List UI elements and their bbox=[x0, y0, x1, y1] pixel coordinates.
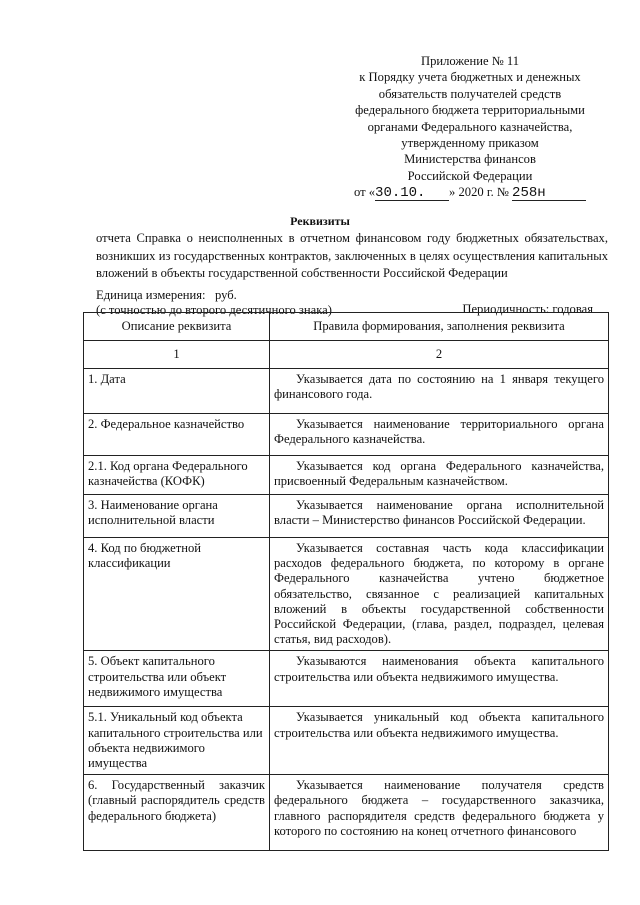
requisite-name: 5. Объект капитального строительства или объект недвижимого имущества bbox=[84, 651, 270, 707]
column-number: 2 bbox=[270, 341, 609, 369]
appendix-line: утвержденному приказом bbox=[401, 136, 539, 151]
date-prefix: от « bbox=[353, 185, 376, 200]
appendix-line: к Порядку учета бюджетных и денежных bbox=[359, 70, 581, 85]
requisites-table bbox=[83, 312, 609, 851]
appendix-line: обязательств получателей средств bbox=[378, 86, 562, 101]
appendix-line: федерального бюджета территориальными bbox=[355, 103, 585, 118]
column-number-row bbox=[84, 341, 609, 369]
document-title: Реквизиты bbox=[290, 214, 350, 228]
requisite-rule: Указывается дата по состоянию на 1 января текущего финансового года. bbox=[270, 369, 609, 414]
requisite-rule: Указываются наименования объекта капитального строительства или объекта недвижимого имущества. bbox=[270, 651, 609, 707]
order-date: 30.10. bbox=[375, 186, 449, 201]
table-row bbox=[84, 775, 609, 851]
table-row bbox=[84, 651, 609, 707]
date-suffix: » 2020 г. № bbox=[449, 185, 509, 200]
appendix-header bbox=[330, 53, 610, 201]
table-row bbox=[84, 538, 609, 651]
appendix-line: Российской Федерации bbox=[407, 168, 533, 183]
table-header-row bbox=[84, 313, 609, 341]
table-row bbox=[84, 369, 609, 414]
header-rules: Правила формирования, заполнения реквизита bbox=[270, 313, 609, 341]
order-date-line bbox=[330, 184, 610, 201]
requisite-rule: Указывается наименование территориального органа Федерального казначейства. bbox=[270, 414, 609, 456]
unit-of-measure: Единица измерения: руб. bbox=[96, 288, 237, 302]
requisite-rule: Указывается составная часть кода классификации расходов федерального бюджета, по которому в органе Федерального казначейства учтено бюджетное обязательство, связанное с реализацией капитальных вложений в объекты государственной собственности Российской Федерации, (глава, раздел, подраздел, целевая статья, вид расходов). bbox=[270, 538, 609, 651]
requisite-rule: Указывается наименование органа исполнительной власти – Министерство финансов Российской Федерации. bbox=[270, 495, 609, 538]
requisite-name: 3. Наименование органа исполнительной власти bbox=[84, 495, 270, 538]
requisite-rule: Указывается наименование получателя средств федерального бюджета – государственного заказчика, главного распорядителя средств федерального бюджета у которого по состоянию на конец отчетного финансового bbox=[270, 775, 609, 851]
table-row bbox=[84, 414, 609, 456]
periodicity: Периодичность: годовая bbox=[462, 302, 593, 316]
appendix-line: органами Федерального казначейства, bbox=[367, 119, 573, 134]
requisite-name: 5.1. Уникальный код объекта капитального строительства или объекта недвижимого имущества bbox=[84, 707, 270, 775]
requisite-name: 4. Код по бюджетной классификации bbox=[84, 538, 270, 651]
table-row bbox=[84, 456, 609, 495]
requisite-name: 2.1. Код органа Федерального казначейства (КОФК) bbox=[84, 456, 270, 495]
requisite-name: 2. Федеральное казначейство bbox=[84, 414, 270, 456]
column-number: 1 bbox=[84, 341, 270, 369]
appendix-line: Приложение № 11 bbox=[420, 54, 520, 68]
appendix-line: Министерства финансов bbox=[404, 152, 536, 167]
header-description: Описание реквизита bbox=[84, 313, 270, 341]
requisite-rule: Указывается уникальный код объекта капитального строительства или объекта недвижимого имущества. bbox=[270, 707, 609, 775]
order-number: 258н bbox=[512, 186, 586, 201]
document-subtitle: отчета Справка о неисполненных в отчетном финансовом году бюджетных обязательствах, возникших из государственных контрактов, заключенных в целях осуществления капитальных вложений в объекты государственной собственности Российской Федерации bbox=[96, 231, 608, 280]
requisite-name: 6. Государственный заказчик (главный распорядитель средств федерального бюджета) bbox=[84, 775, 270, 851]
requisite-name: 1. Дата bbox=[84, 369, 270, 414]
table-row bbox=[84, 707, 609, 775]
table-row bbox=[84, 495, 609, 538]
requisite-rule: Указывается код органа Федерального казначейства, присвоенный Федеральным казначейством. bbox=[270, 456, 609, 495]
precision-note: (с точностью до второго десятичного знака) bbox=[96, 302, 332, 317]
